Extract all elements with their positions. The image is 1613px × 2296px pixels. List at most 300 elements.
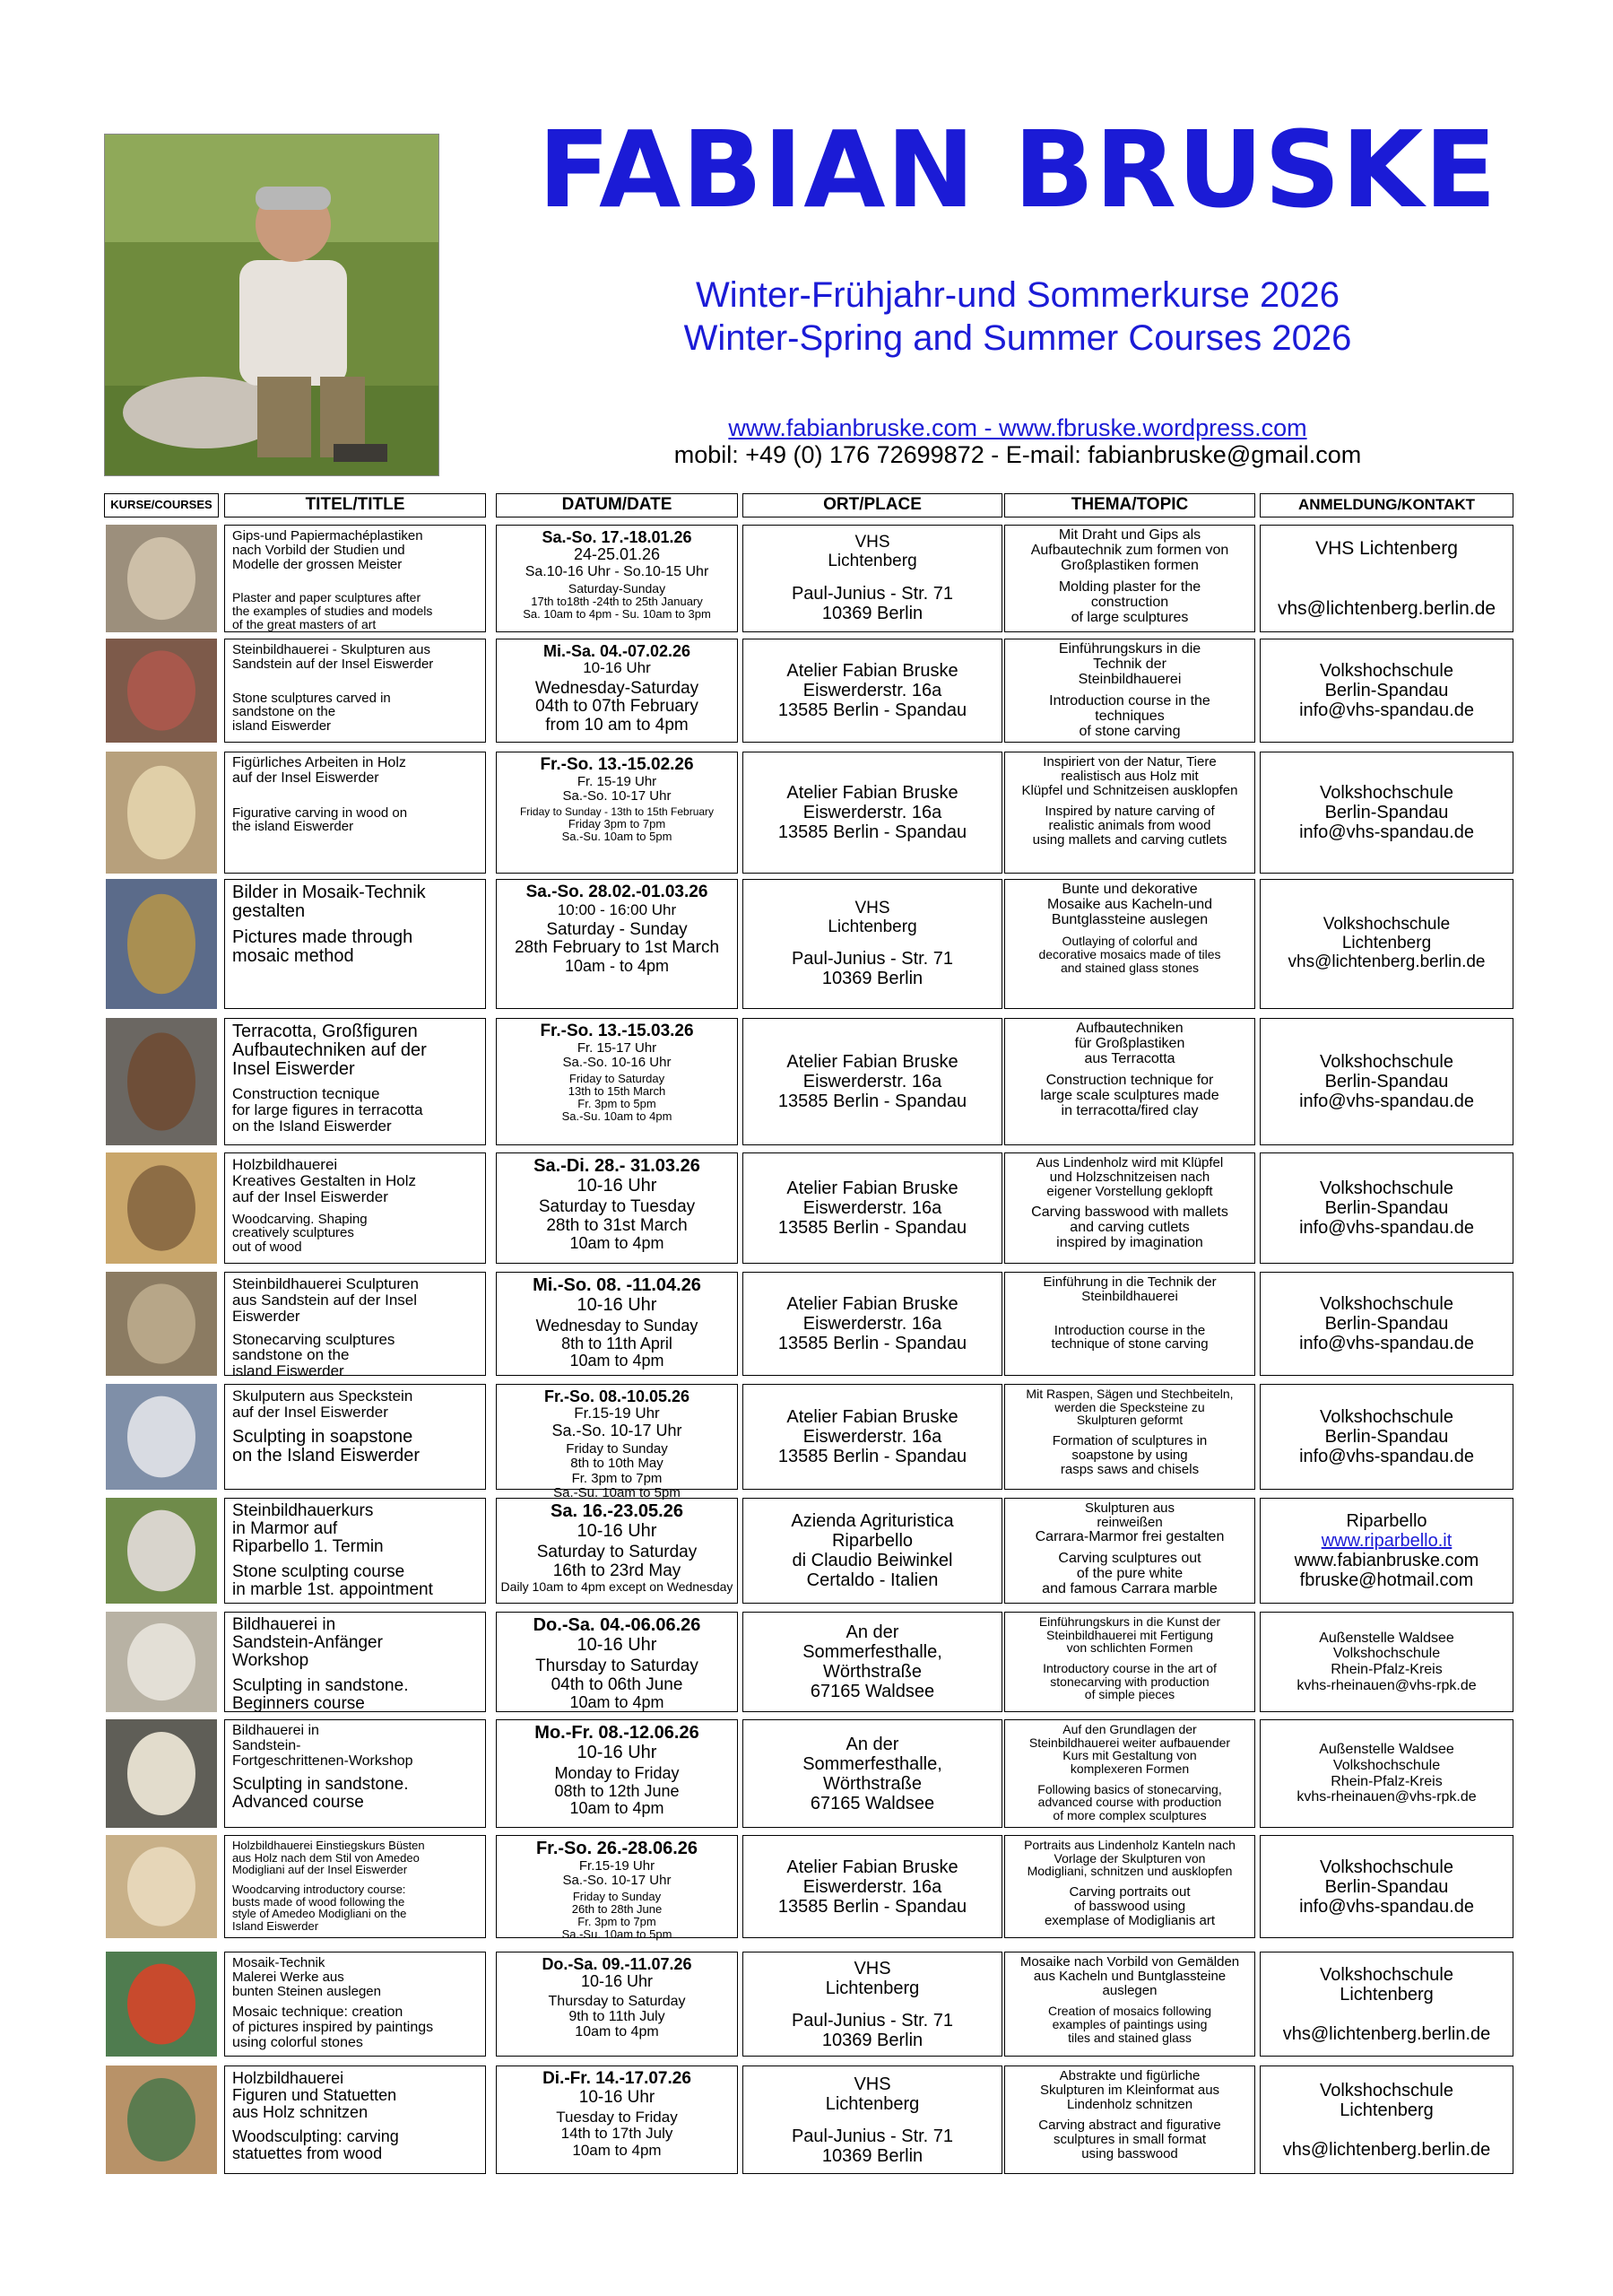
course-contact-line[interactable]: www.riparbello.it (1321, 1531, 1453, 1551)
course-place-line: Paul-Junius - Str. 71 (791, 949, 954, 970)
course-topic-line: Steinbildhauerei weiter aufbauender (1028, 1735, 1231, 1750)
subtitle-german: Winter-Frühjahr-und Sommerkurse 2026 (695, 275, 1340, 315)
course-date-line: 10-16 Uhr (577, 1520, 657, 1541)
course-topic-line: Skulpturen geformt (1076, 1413, 1184, 1428)
course-place-line (743, 936, 1002, 949)
course-place-line: Paul-Junius - Str. 71 (791, 583, 954, 604)
course-title-line: Figurative carving in wood on (232, 804, 408, 821)
course-date-line: 10am to 4pm (569, 1799, 664, 1818)
course-date-line: Sa.-So. 10-17 Uhr (551, 1421, 682, 1439)
course-contact-line: Volkshochschule (1320, 1178, 1453, 1198)
course-date-line: 13th to 15th March (568, 1083, 666, 1098)
course-contact-cell[interactable] (1260, 1835, 1513, 1938)
course-row (0, 1719, 1613, 1828)
course-date-cell (496, 525, 738, 632)
course-photo (106, 1384, 217, 1490)
course-place-line: 67165 Waldsee (810, 1793, 935, 1813)
course-place-cell (742, 1952, 1002, 2057)
course-place-cell (742, 1719, 1002, 1828)
course-date-line: Sa.-Su. 10am to 5pm (553, 1484, 681, 1500)
course-date-line: Sa.-Di. 28.- 31.03.26 (533, 1156, 700, 1176)
course-place-line: Atelier Fabian Bruske (786, 1178, 958, 1198)
course-place-line: VHS (854, 1958, 891, 1979)
course-date-line: Thursday to Saturday (548, 1993, 686, 2009)
course-title-line: Sandstein auf der Insel Eiswerder (232, 656, 434, 672)
course-row (0, 1835, 1613, 1942)
course-title-line: Skulputern aus Speckstein (232, 1387, 413, 1405)
course-title-line: Sandstein- (232, 1737, 301, 1753)
course-date-cell (496, 1272, 738, 1376)
course-title-line: gestalten (232, 901, 306, 921)
course-title-line: busts made of wood following the (232, 1894, 405, 1909)
column-header-date: DATUM/DATE (496, 493, 738, 517)
course-photo (106, 1498, 217, 1604)
course-date-line: Do.-Sa. 04.-06.06.26 (533, 1615, 701, 1635)
course-contact-line: Berlin-Spandau (1324, 1072, 1449, 1091)
course-topic-line: stonecarving with production (1050, 1674, 1210, 1689)
course-place-cell (742, 1612, 1002, 1712)
course-title-line: Holzbildhauerei (232, 2069, 344, 2087)
course-photo (106, 1952, 217, 2057)
course-photo (106, 1612, 217, 1712)
course-contact-cell[interactable] (1260, 1272, 1513, 1376)
course-date-line: 10am to 4pm (575, 2024, 659, 2040)
course-date-line: 8th to 10th May (570, 1456, 663, 1472)
course-date-line: Sa.-Su. 10am to 5pm (561, 829, 672, 843)
course-date-line: Mo.-Fr. 08.-12.06.26 (534, 1723, 699, 1743)
course-topic-line: Outlaying of colorful and (1062, 934, 1198, 949)
course-place-line (743, 1998, 1002, 2011)
course-contact-line: VHS Lichtenberg (1315, 537, 1458, 559)
course-contact-line: Außenstelle Waldsee (1319, 1630, 1454, 1646)
course-contact-cell[interactable] (1260, 1498, 1513, 1604)
course-topic-line: Introduction course in the (1049, 693, 1210, 709)
course-topic-line: Mit Draht und Gips als (1058, 527, 1201, 543)
course-title-line: Figürliches Arbeiten in Holz (232, 755, 406, 770)
course-date-line: Fr.15-19 Uhr (578, 1857, 655, 1874)
course-date-line: Sa. 16.-23.05.26 (551, 1501, 683, 1521)
course-place-line: Lichtenberg (828, 917, 917, 936)
course-contact-cell[interactable] (1260, 639, 1513, 743)
course-contact-line: Volkshochschule (1320, 1964, 1453, 1985)
course-place-line: Wörthstraße (822, 1773, 923, 1794)
course-date-line: Saturday - Sunday (546, 919, 688, 939)
course-contact-line: Berlin-Spandau (1324, 803, 1449, 822)
course-topic-line: Einführungskurs in die (1058, 641, 1201, 657)
course-title-line: Mosaic technique: creation (232, 2005, 403, 2021)
course-title-line: aus Holz schnitzen (232, 2102, 369, 2121)
course-date-cell (496, 1384, 738, 1500)
course-topic-line: aus Terracotta (1084, 1050, 1175, 1066)
course-place-line: di Claudio Beiwinkel (792, 1551, 953, 1570)
course-contact-line: Rhein-Pfalz-Kreis (1331, 1662, 1443, 1677)
course-title-line: nach Vorbild der Studien und (232, 542, 405, 558)
course-photo (106, 525, 217, 632)
course-place-line: Sommerfesthalle, (802, 1753, 942, 1774)
course-date-line: Mi.-So. 08. -11.04.26 (533, 1275, 701, 1295)
course-title-line: Woodcarving. Shaping (232, 1211, 368, 1227)
course-title-cell (224, 1384, 486, 1490)
course-date-cell (496, 1498, 738, 1604)
course-topic-line: techniques (1095, 709, 1165, 725)
course-place-cell (742, 1835, 1002, 1938)
course-place-cell (742, 1384, 1002, 1490)
column-header-courses: KURSE/COURSES (104, 493, 219, 517)
course-date-cell (496, 1835, 738, 1942)
course-topic-line: Formation of sculptures in (1052, 1433, 1208, 1449)
course-topic-line: Aus Lindenholz wird mit Klüpfel (1036, 1155, 1224, 1170)
course-topic-line: Construction technique for (1045, 1073, 1214, 1089)
course-topic-cell (1004, 1018, 1255, 1145)
course-place-cell (742, 879, 1002, 1009)
course-title-line: in marble 1st. appointment (232, 1579, 433, 1599)
course-date-line: Mi.-Sa. 04.-07.02.26 (542, 642, 691, 660)
course-title-cell (224, 752, 486, 874)
course-date-cell (496, 1612, 738, 1712)
course-contact-line: Volkshochschule (1320, 661, 1453, 681)
course-place-line: Riparbello (831, 1531, 914, 1551)
course-topic-line: using basswood (1081, 2145, 1178, 2161)
course-photo (106, 1018, 217, 1145)
course-topic-line: werden die Specksteine zu (1054, 1399, 1205, 1414)
course-date-line: 9th to 11th July (568, 2009, 665, 2025)
course-title-line: Sculpting in sandstone. (232, 1675, 409, 1695)
course-contact-line: info@vhs-spandau.de (1299, 700, 1474, 720)
course-place-line: Wörthstraße (822, 1662, 923, 1682)
course-date-cell (496, 879, 738, 1009)
subtitle-english: Winter-Spring and Summer Courses 2026 (683, 318, 1352, 358)
course-topic-line: Following basics of stonecarving, (1037, 1781, 1222, 1796)
course-title-cell (224, 1272, 486, 1380)
course-topic-line: decorative mosaics made of tiles (1038, 947, 1221, 962)
portrait-photo (104, 134, 439, 476)
course-contact-line: vhs@lichtenberg.berlin.de (1288, 952, 1486, 971)
course-date-line: Fr.15-19 Uhr (574, 1405, 660, 1422)
course-title-line: Plaster and paper sculptures after (232, 590, 421, 605)
course-topic-line: technique of stone carving (1051, 1336, 1209, 1352)
course-topic-line: reinweißen (1097, 1514, 1163, 1530)
course-place-line: An der (846, 1622, 899, 1642)
course-contact-line: Volkshochschule (1320, 2080, 1453, 2100)
column-header-place: ORT/PLACE (742, 493, 1002, 517)
course-title-line: Holzbildhauerei Einstiegskurs Büsten (232, 1839, 425, 1852)
course-date-line: 10am - to 4pm (564, 956, 670, 975)
course-topic-line: advanced course with production (1037, 1795, 1222, 1810)
course-topic-line: Carving portraits out (1069, 1884, 1191, 1900)
course-title-line: auf der Insel Eiswerder (232, 1403, 388, 1421)
course-place-line: Sommerfesthalle, (802, 1642, 942, 1662)
course-date-line: Daily 10am to 4pm except on Wednesday (500, 1579, 733, 1595)
course-place-line: Atelier Fabian Bruske (786, 783, 958, 803)
course-contact-line: info@vhs-spandau.de (1299, 1334, 1474, 1353)
course-contact-cell[interactable] (1260, 1952, 1513, 2057)
course-date-line: 17th to18th -24th to 25th January (531, 595, 703, 609)
course-date-line: Sa.-So. 10-16 Uhr (562, 1054, 672, 1070)
course-topic-line: Carving sculptures out (1058, 1551, 1201, 1567)
course-title-line: on the Island Eiswerder (232, 1117, 392, 1135)
course-place-line: Paul-Junius - Str. 71 (791, 2126, 954, 2146)
course-topic-line: of the pure white (1076, 1566, 1184, 1582)
course-topic-line: Auf den Grundlagen der (1062, 1722, 1197, 1736)
course-row (0, 1384, 1613, 1500)
course-title-line: sandstone on the (232, 704, 336, 720)
course-topic-cell (1004, 1384, 1255, 1490)
course-date-line: Sa.-So. 17.-18.01.26 (542, 528, 692, 546)
course-photo (106, 1152, 217, 1264)
course-place-line: 10369 Berlin (821, 969, 924, 989)
course-topic-line: Steinbildhauerei (1081, 1288, 1178, 1304)
course-topic-line: and carving cutlets (1070, 1220, 1190, 1236)
column-header-title: TITEL/TITLE (224, 493, 486, 517)
course-topic-line: examples of paintings using (1052, 2016, 1208, 2031)
course-title-line: of the great masters of art (232, 616, 377, 631)
course-topic-line: large scale sculptures made (1040, 1088, 1219, 1104)
course-topic-line: using mallets and carving cutlets (1032, 831, 1227, 848)
course-topic-line: Mosaike nach Vorbild von Gemälden (1019, 1954, 1240, 1970)
course-contact-line: Berlin-Spandau (1324, 681, 1449, 700)
course-contact-line: Berlin-Spandau (1324, 1198, 1449, 1218)
course-title-line: Sculpting in sandstone. (232, 1775, 409, 1795)
course-title-line: Beginners course (232, 1693, 365, 1713)
course-row (0, 2066, 1613, 2174)
course-topic-line: Buntglassteine auslegen (1051, 911, 1209, 927)
course-place-line: Paul-Junius - Str. 71 (791, 2010, 954, 2031)
course-title-line: auf der Insel Eiswerder (232, 770, 379, 786)
course-contact-line: Rhein-Pfalz-Kreis (1331, 1773, 1443, 1789)
course-topic-line: and famous Carrara marble (1042, 1580, 1218, 1596)
course-contact-line: Volkshochschule (1332, 1757, 1441, 1773)
contact-line: mobil: +49 (0) 176 72699872 - E-mail: fabianbruske@gmail.com (673, 441, 1362, 468)
course-topic-line: Bunte und dekorative (1062, 882, 1198, 897)
course-title-line: Workshop (232, 1650, 309, 1670)
course-date-line: Fr.-So. 13.-15.03.26 (540, 1022, 694, 1040)
course-title-line: sandstone on the (232, 1346, 350, 1364)
course-contact-line: Volkshochschule (1320, 783, 1453, 803)
course-title-line: Advanced course (232, 1793, 364, 1813)
website-links[interactable]: www.fabianbruske.com - www.fbruske.wordpress.com (728, 414, 1307, 441)
course-date-line: 04th to 06th June (551, 1674, 683, 1694)
course-place-line: VHS (854, 533, 890, 552)
course-topic-line (1005, 1311, 1254, 1324)
course-place-line: Eiswerderstr. 16a (802, 1876, 942, 1897)
course-contact-line: Berlin-Spandau (1324, 1427, 1449, 1447)
course-title-line: Terracotta, Großfiguren (232, 1022, 418, 1041)
course-photo (106, 752, 217, 874)
course-contact-cell[interactable] (1260, 1612, 1513, 1712)
course-title-cell (224, 1952, 486, 2057)
course-topic-cell (1004, 1272, 1255, 1376)
course-topic-line: Skulpturen aus (1084, 1500, 1175, 1516)
course-title-line: aus Holz nach dem Stil von Amedeo (232, 1850, 420, 1865)
course-contact-cell[interactable] (1260, 879, 1513, 1009)
course-topic-line: and stained glass stones (1060, 960, 1200, 975)
course-contact-cell[interactable] (1260, 752, 1513, 874)
course-topic-line: Steinbildhauerei (1078, 671, 1182, 687)
course-topic-line: soapstone by using (1071, 1447, 1188, 1463)
course-topic-line: Aufbautechniken (1076, 1021, 1184, 1036)
course-title-cell (224, 639, 486, 743)
course-date-line: Saturday to Tuesday (538, 1197, 696, 1217)
course-row (0, 1952, 1613, 2057)
course-place-line: Atelier Fabian Bruske (786, 1407, 958, 1427)
course-place-line: 10369 Berlin (821, 2030, 924, 2050)
course-place-line: Atelier Fabian Bruske (786, 661, 958, 681)
course-title-line: Woodcarving introductory course: (232, 1882, 406, 1896)
course-topic-line: von schlichten Formen (1066, 1640, 1193, 1656)
course-date-line: 10am to 4pm (569, 1352, 664, 1370)
course-row (0, 1498, 1613, 1604)
course-topic-line: realistic animals from wood (1048, 818, 1211, 833)
course-place-line: Lichtenberg (825, 1978, 920, 1998)
course-topic-line: Carving abstract and figurative (1038, 2118, 1221, 2134)
course-date-line: 08th to 12th June (554, 1781, 680, 1800)
subtitle (502, 274, 1533, 360)
course-contact-line: info@vhs-spandau.de (1299, 822, 1474, 842)
course-title-line: Bildhauerei in (232, 1723, 319, 1738)
course-title-line: Sandstein-Anfänger (232, 1632, 383, 1652)
course-title-cell (224, 1612, 486, 1712)
course-place-line: 10369 Berlin (821, 2145, 924, 2166)
course-photo (106, 1272, 217, 1376)
course-date-line: Friday 3pm to 7pm (568, 816, 666, 831)
course-date-line: Friday to Saturday (568, 1071, 665, 1085)
course-place-cell (742, 1018, 1002, 1145)
course-contact-line: Volkshochschule (1320, 1052, 1453, 1072)
course-date-line: Saturday to Saturday (536, 1543, 698, 1562)
course-contact-cell[interactable] (1260, 1384, 1513, 1490)
course-date-line: Fr.-So. 08.-10.05.26 (543, 1387, 690, 1405)
course-photo (106, 639, 217, 743)
course-title-line: Malerei Werke aus (232, 1969, 344, 1985)
course-contact-line: Lichtenberg (1340, 1984, 1434, 2005)
course-topic-line: rasps saws and chisels (1060, 1461, 1200, 1477)
course-topic-line: realistisch aus Holz mit (1061, 768, 1199, 784)
course-date-cell (496, 2066, 738, 2174)
course-title-line: out of wood (232, 1239, 302, 1256)
course-date-line: 10-16 Uhr (577, 1742, 657, 1762)
course-topic-line: tiles and stained glass (1068, 2030, 1192, 2045)
course-contact-cell[interactable] (1260, 1719, 1513, 1828)
course-place-line: Lichtenberg (828, 552, 917, 570)
course-contact-cell[interactable] (1260, 1018, 1513, 1145)
course-photo (106, 2066, 217, 2174)
course-title-line: of pictures inspired by paintings (232, 2020, 434, 2036)
course-topic-line: eigener Vorstellung geklopft (1046, 1183, 1213, 1199)
course-contact-line: Lichtenberg (1341, 934, 1432, 953)
course-title-line: using colorful stones (232, 2034, 363, 2050)
course-place-line: Eiswerderstr. 16a (802, 1314, 942, 1334)
course-title-line: on the Island Eiswerder (232, 1445, 421, 1465)
course-contact-cell[interactable] (1260, 2066, 1513, 2174)
course-topic-line: Einführung in die Technik der (1043, 1274, 1217, 1290)
course-date-line: Wednesday-Saturday (534, 678, 699, 698)
course-date-cell (496, 1018, 738, 1145)
course-contact-cell[interactable] (1260, 525, 1513, 632)
course-contact-line: Außenstelle Waldsee (1319, 1742, 1454, 1758)
course-row (0, 1152, 1613, 1264)
course-topic-line: für Großplastiken (1074, 1035, 1185, 1051)
course-contact-cell[interactable] (1260, 1152, 1513, 1264)
course-place-line: Eiswerderstr. 16a (802, 803, 942, 822)
course-topic-cell (1004, 1498, 1255, 1604)
course-date-line: Friday to Sunday (566, 1441, 668, 1457)
course-topic-cell (1004, 879, 1255, 1009)
course-title-line: Figuren und Statuetten (232, 2085, 397, 2104)
course-contact-line: Volkshochschule (1320, 1407, 1453, 1427)
course-title-line: Gips-und Papiermachéplastiken (232, 528, 423, 544)
course-date-line: Sa.-So. 10-17 Uhr (562, 1872, 672, 1888)
course-topic-line: Carving basswood with mallets (1031, 1205, 1228, 1221)
course-topic-line: Portraits aus Lindenholz Kanteln nach (1024, 1838, 1236, 1852)
course-contact-line: Volkshochschule (1322, 915, 1451, 935)
course-place-line: Eiswerderstr. 16a (802, 1427, 942, 1447)
course-date-cell (496, 639, 738, 743)
course-topic-line: Kurs mit Gestaltung von (1062, 1748, 1197, 1763)
course-topic-line: Molding plaster for the (1058, 579, 1201, 596)
course-title-line: Stone sculptures carved in (232, 690, 391, 706)
course-date-line: Sa.-So. 10-17 Uhr (562, 787, 672, 804)
course-place-line: 13585 Berlin - Spandau (777, 822, 967, 842)
course-title-line: bunten Steinen auslegen (232, 1983, 381, 1999)
course-place-line: 10369 Berlin (821, 603, 924, 623)
course-topic-line: of more complex sculptures (1053, 1808, 1207, 1823)
course-topic-line: Großplastiken formen (1061, 557, 1199, 573)
course-date-line: Sa.-So. 28.02.-01.03.26 (525, 883, 708, 901)
course-place-line: 13585 Berlin - Spandau (777, 1334, 967, 1353)
course-row (0, 1612, 1613, 1712)
course-date-line: Fr. 3pm to 7pm (577, 1915, 656, 1929)
course-topic-line: auslegen (1102, 1982, 1158, 1998)
course-date-line: 10am to 4pm (569, 1234, 664, 1253)
course-title-line: the examples of studies and models (232, 603, 433, 618)
course-contact-line: info@vhs-spandau.de (1299, 1218, 1474, 1238)
course-title-line: creatively sculptures (232, 1225, 354, 1241)
course-place-cell (742, 2066, 1002, 2174)
course-contact-line: kvhs-rheinauen@vhs-rpk.de (1296, 1677, 1477, 1693)
course-place-line: Atelier Fabian Bruske (786, 1857, 958, 1877)
course-title-line: Mosaik-Technik (232, 1955, 325, 1970)
course-topic-cell (1004, 1612, 1255, 1712)
course-place-line: VHS (854, 2074, 891, 2094)
course-row (0, 639, 1613, 743)
course-date-line: Fr.-So. 13.-15.02.26 (540, 755, 694, 774)
course-topic-line: Modigliani, schnitzen und ausklopfen (1027, 1864, 1233, 1879)
course-date-line: 16th to 23rd May (552, 1561, 681, 1580)
course-topic-cell (1004, 1152, 1255, 1264)
course-contact-line: www.fabianbruske.com (1294, 1551, 1479, 1570)
course-topic-line: und Holzschnitzeisen nach (1049, 1169, 1210, 1185)
course-contact-line: vhs@lichtenberg.berlin.de (1282, 2023, 1491, 2044)
course-date-line: 10-16 Uhr (577, 1294, 657, 1315)
course-contact-line: Riparbello (1346, 1511, 1427, 1531)
course-topic-cell (1004, 525, 1255, 632)
course-title-line: Island Eiswerder (232, 1918, 319, 1933)
course-contact-line: fbruske@hotmail.com (1299, 1570, 1474, 1590)
course-topic-line: exemplase of Modiglianis art (1044, 1912, 1216, 1928)
course-title-line: Holzbildhauerei (232, 1156, 338, 1173)
course-date-line: Fr. 15-19 Uhr (577, 773, 657, 789)
course-date-line: Sa.10-16 Uhr - So.10-15 Uhr (525, 563, 709, 579)
course-contact-line: kvhs-rheinauen@vhs-rpk.de (1296, 1789, 1477, 1805)
course-topic-line: Lindenholz schnitzen (1066, 2096, 1193, 2112)
course-title-cell (224, 879, 486, 1009)
course-title-line: mosaic method (232, 946, 354, 966)
course-title-line: Stonecarving sculptures (232, 1330, 395, 1348)
course-title-line: Bildhauerei in (232, 1615, 336, 1634)
course-place-cell (742, 1272, 1002, 1376)
course-title-cell (224, 1152, 486, 1264)
course-title-line (232, 578, 478, 591)
